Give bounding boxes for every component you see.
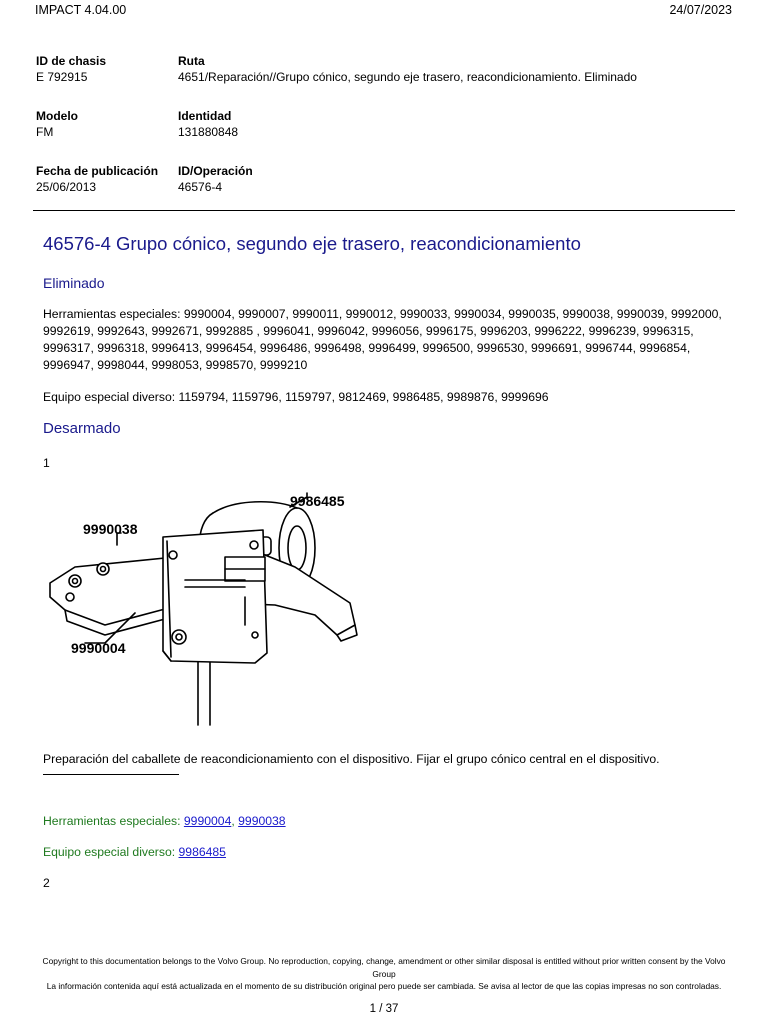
figure-label-top-right: 9986485	[290, 493, 345, 509]
section-disassembly-heading: Desarmado	[43, 420, 121, 437]
page-footer	[30, 955, 738, 993]
figure-label-bottom-left: 9990004	[71, 640, 126, 656]
special-tools-list: Herramientas especiales: 9990004, 9990007, 9990011, 9990012, 9990033, 9990034, 9990035, 9990038, 9990039, 9992000, 9992619, 9992643, 9992671, 9992885 , 9996041, 9996042, 9996056, 9996175, 9996203, 9996222, 9996239, 9996315, 9996317, 9996318, 9996413, 9996454, 9996486, 9996498, 9996499, 9996500, 9996530, 9996691, 9996744, 9996854, 9996947, 9998044, 9998053, 9998570, 9999210	[43, 307, 722, 372]
print-date: 24/07/2023	[669, 3, 732, 17]
chassis-label: ID de chasis	[36, 54, 107, 68]
header-divider	[33, 210, 735, 211]
pubdate-value: 25/06/2013	[36, 180, 97, 194]
app-version: IMPACT 4.04.00	[35, 3, 127, 17]
tool-separator: ,	[231, 814, 235, 828]
assembly-illustration	[45, 485, 375, 730]
step-1-misc-equipment	[43, 844, 733, 861]
model-value: FM	[36, 125, 54, 139]
tool-link-9990004[interactable]: 9990004	[183, 814, 232, 828]
step-1-tools-label: Herramientas especiales:	[43, 814, 181, 828]
identity-label: Identidad	[178, 109, 232, 123]
page-title: 46576-4 Grupo cónico, segundo eje trasero, reacondicionamiento	[43, 233, 581, 254]
operation-value: 46576-4	[178, 180, 223, 194]
step-number-2: 2	[43, 876, 50, 890]
step-divider	[43, 774, 179, 775]
page-number: 1 / 37	[369, 1003, 399, 1015]
meta-row-chassis	[36, 54, 637, 109]
route-label: Ruta	[178, 54, 205, 68]
step-1-special-tools	[43, 813, 733, 830]
chassis-value: E 792915	[36, 70, 88, 84]
model-label: Modelo	[36, 109, 78, 123]
step-number-1: 1	[43, 456, 50, 470]
route-value: 4651/Reparación//Grupo cónico, segundo eje trasero, reacondicionamiento. Eliminado	[178, 70, 637, 84]
operation-label: ID/Operación	[178, 164, 253, 178]
tool-link-9990038[interactable]: 9990038	[238, 814, 286, 828]
step-1-equipment-label: Equipo especial diverso:	[43, 845, 176, 859]
pubdate-label: Fecha de publicación	[36, 164, 159, 178]
equipment-link-9986485[interactable]: 9986485	[178, 845, 226, 859]
step-1-description: Preparación del caballete de reacondicionamiento con el dispositivo. Fijar el grupo cónico central en el dispositivo.	[43, 752, 660, 766]
section-removed-heading: Eliminado	[43, 275, 105, 291]
meta-row-model	[36, 109, 637, 164]
distribution-notice: La información contenida aquí está actualizada en el momento de su distribución original pero puede ser cambiada. Se avisa al lector de que las copias impresas no son controladas.	[46, 981, 722, 991]
misc-equipment-list: Equipo especial diverso: 1159794, 1159796, 1159797, 9812469, 9986485, 9989876, 9999696	[43, 390, 549, 404]
page-header	[35, 3, 732, 17]
figure-label-top-left: 9990038	[83, 521, 138, 537]
identity-value: 131880848	[178, 125, 239, 139]
metadata-block	[36, 54, 637, 219]
copyright-notice: Copyright to this documentation belongs to the Volvo Group. No reproduction, copying, change, amendment or other similar disposal is entitled without prior written consent by the Volvo Group	[42, 956, 726, 979]
